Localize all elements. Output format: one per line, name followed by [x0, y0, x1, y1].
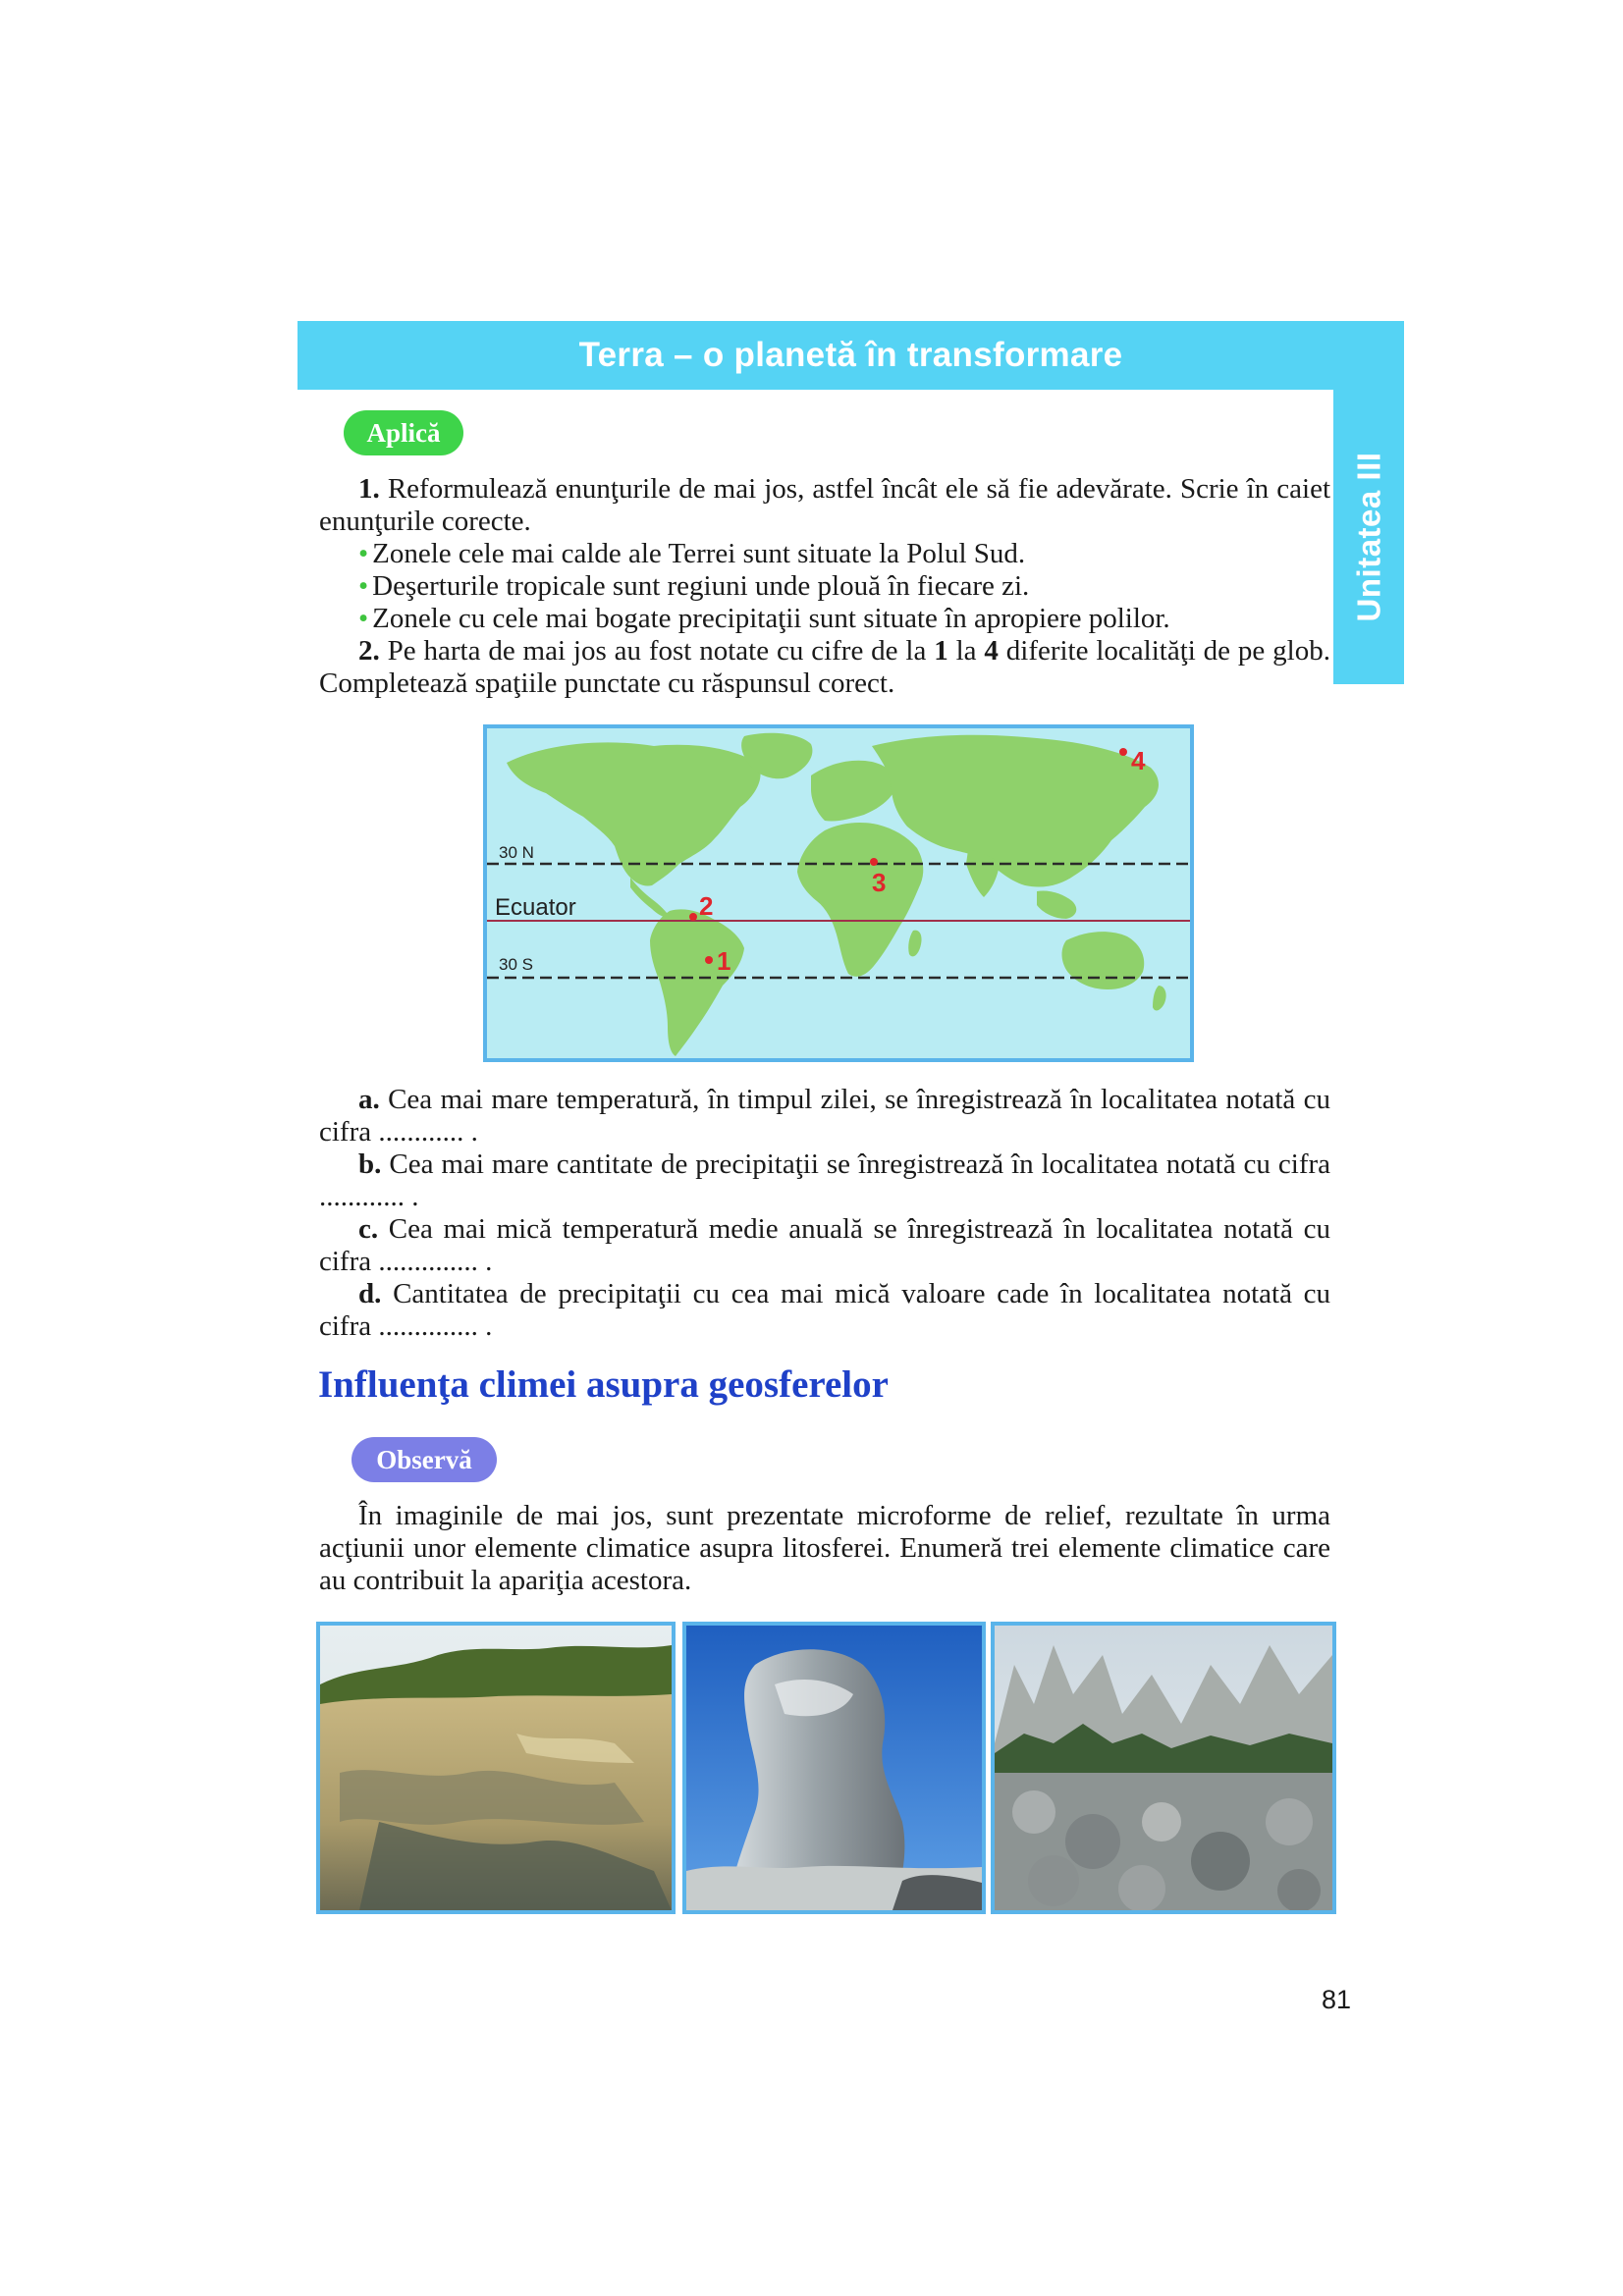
- equator-label: Ecuator: [495, 894, 576, 921]
- aplica-badge: Aplică: [344, 410, 463, 455]
- question-letter: c.: [358, 1213, 379, 1245]
- question-2-from: 1: [934, 635, 948, 667]
- question-2-to: 4: [984, 635, 999, 667]
- question-d: [319, 1278, 1330, 1343]
- chapter-title: Terra – o planetă în transformare: [578, 336, 1123, 374]
- world-map-svg: [487, 728, 1190, 1058]
- chapter-header: [298, 321, 1404, 390]
- question-1-number: 1.: [358, 473, 380, 505]
- marker-2: 2: [699, 891, 714, 921]
- tropic-south-label: 30 S: [499, 955, 533, 974]
- landform-photo-sphinx-rock: [682, 1622, 986, 1914]
- fill-in-questions: [319, 1084, 1330, 1343]
- observa-text: În imaginile de mai jos, sunt prezentate microforme de relief, rezultate în urma acţiunii unor elemente climatice asupra litosferei. Enumeră trei elemente climatice care au contribuit la apariţia acestora.: [319, 1500, 1330, 1596]
- sphinx-rock-image: [686, 1626, 982, 1910]
- question-2-number: 2.: [358, 635, 380, 667]
- question-letter: d.: [358, 1278, 382, 1309]
- question-1: [319, 473, 1330, 538]
- observa-text-block: [319, 1500, 1330, 1597]
- bullet-item: • Deşerturile tropicale sunt regiuni unde plouă în fiecare zi.: [319, 570, 1330, 603]
- rock-plateau-image: [320, 1626, 672, 1910]
- marker-3: 3: [872, 868, 887, 897]
- exercise-block: [319, 473, 1330, 700]
- page-number: 81: [1322, 1985, 1352, 2014]
- section-title: Influenţa climei asupra geosferelor: [318, 1363, 889, 1406]
- question-letter: b.: [358, 1148, 382, 1180]
- world-map: [483, 724, 1194, 1062]
- landform-photo-boulder-field: [991, 1622, 1336, 1914]
- question-letter: a.: [358, 1084, 380, 1115]
- question-2-text: la: [947, 635, 985, 667]
- question-2: [319, 635, 1330, 700]
- tropic-north-label: 30 N: [499, 843, 534, 862]
- question-text: Cea mai mare cantitate de precipitaţii se înregistrează în localitatea notată cu cifra ............ .: [319, 1148, 1330, 1212]
- unit-side-tab: [1333, 390, 1404, 684]
- question-1-text: Reformulează enunţurile de mai jos, astfel încât ele să fie adevărate. Scrie în caiet enunţurile corecte.: [319, 473, 1330, 537]
- question-c: [319, 1213, 1330, 1278]
- marker-1: 1: [717, 946, 731, 976]
- question-a: [319, 1084, 1330, 1148]
- bullet-item: • Zonele cu cele mai bogate precipitaţii sunt situate în apropiere polilor.: [319, 603, 1330, 635]
- question-text: Cantitatea de precipitaţii cu cea mai mică valoare cade în localitatea notată cu cifra .............. .: [319, 1278, 1330, 1342]
- landform-photo-rock-plateau: [316, 1622, 676, 1914]
- bullet-item: • Zonele cele mai calde ale Terrei sunt situate la Polul Sud.: [319, 538, 1330, 570]
- question-b: [319, 1148, 1330, 1213]
- unit-label: Unitatea III: [1350, 452, 1386, 622]
- boulder-field-image: [995, 1626, 1332, 1910]
- question-2-text: diferite localităţi de pe glob. Completează spaţiile punctate cu răspunsul corect.: [319, 635, 1330, 699]
- marker-4: 4: [1131, 746, 1146, 775]
- question-text: Cea mai mare temperatură, în timpul zilei, se înregistrează în localitatea notată cu cifra ............ .: [319, 1084, 1330, 1148]
- question-2-text: Pe harta de mai jos au fost notate cu cifre de la: [379, 635, 935, 667]
- question-text: Cea mai mică temperatură medie anuală se înregistrează în localitatea notată cu cifra .............. .: [319, 1213, 1330, 1277]
- observa-badge: Observă: [352, 1437, 497, 1482]
